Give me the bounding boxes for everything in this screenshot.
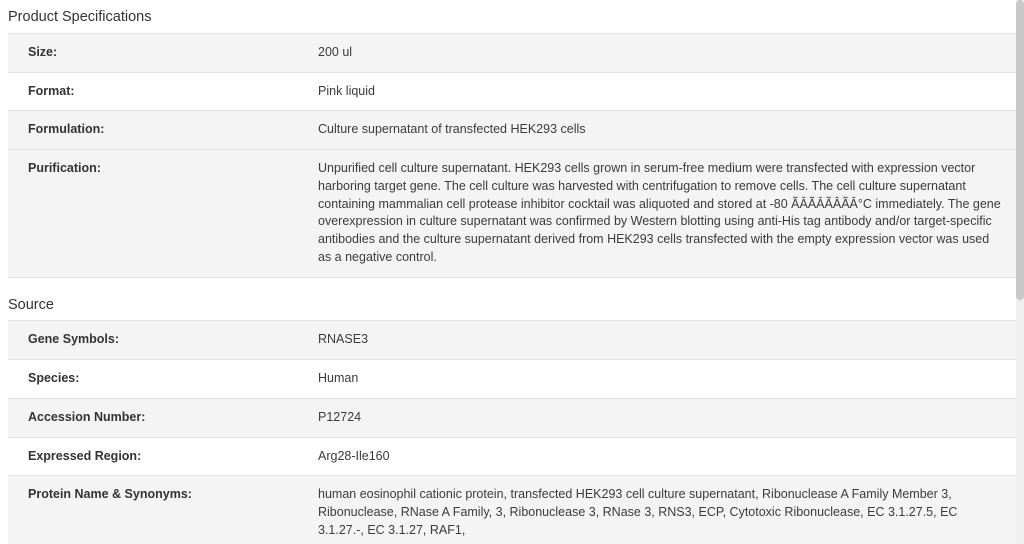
- source-section-title: Source: [8, 296, 54, 313]
- row-value: Human: [308, 360, 1016, 399]
- table-row: [8, 360, 1016, 399]
- row-value: Unpurified cell culture supernatant. HEK293 cells grown in serum-free medium were transfected with expression vector harboring target gene. The cell culture was harvested with centrifugation to remove cells. The cell culture supernatant containing mammalian cell protease inhibitor cocktail was aliquoted and stored at -80 ÃÂÃÂÃÂÃÂ°C immediately. The gene overexpression in culture supernatant was confirmed by Western blotting using anti-His tag antibody and/or target-specific antibodies and the culture supernatant derived from HEK293 cells transfected with the empty expression vector was used as a negative control.: [308, 150, 1016, 278]
- table-row: [8, 150, 1016, 278]
- row-value: Arg28-Ile160: [308, 437, 1016, 476]
- table-row: [8, 476, 1016, 544]
- row-label: Formulation:: [8, 111, 308, 150]
- row-label: Accession Number:: [8, 398, 308, 437]
- source-table: [8, 320, 1016, 544]
- product-specifications-table: [8, 33, 1016, 278]
- row-label: Protein Name & Synonyms:: [8, 476, 308, 544]
- row-label: Purification:: [8, 150, 308, 278]
- table-row: [8, 111, 1016, 150]
- row-label: Gene Symbols:: [8, 321, 308, 360]
- table-row: [8, 437, 1016, 476]
- row-label: Expressed Region:: [8, 437, 308, 476]
- scrollbar[interactable]: [1016, 0, 1024, 544]
- row-label: Format:: [8, 72, 308, 111]
- scrollbar-thumb[interactable]: [1016, 0, 1024, 300]
- table-row: [8, 398, 1016, 437]
- document-body: [0, 8, 1024, 544]
- row-value: RNASE3: [308, 321, 1016, 360]
- row-label: Species:: [8, 360, 308, 399]
- row-value: 200 ul: [308, 33, 1016, 72]
- table-row: [8, 72, 1016, 111]
- row-label: Size:: [8, 33, 308, 72]
- page-title: Product Specifications: [8, 9, 152, 25]
- row-value: human eosinophil cationic protein, transfected HEK293 cell culture supernatant, Ribonuclease A Family Member 3, Ribonuclease, RNase A Family, 3, Ribonuclease 3, RNase 3, RNS3, ECP, Cytotoxic Ribonuclease, EC 3.1.27.5, EC 3.1.27.-, EC 3.1.27, RAF1,: [308, 476, 1016, 544]
- row-value: Culture supernatant of transfected HEK293 cells: [308, 111, 1016, 150]
- table-row: [8, 33, 1016, 72]
- row-value: Pink liquid: [308, 72, 1016, 111]
- table-row: [8, 321, 1016, 360]
- row-value: P12724: [308, 398, 1016, 437]
